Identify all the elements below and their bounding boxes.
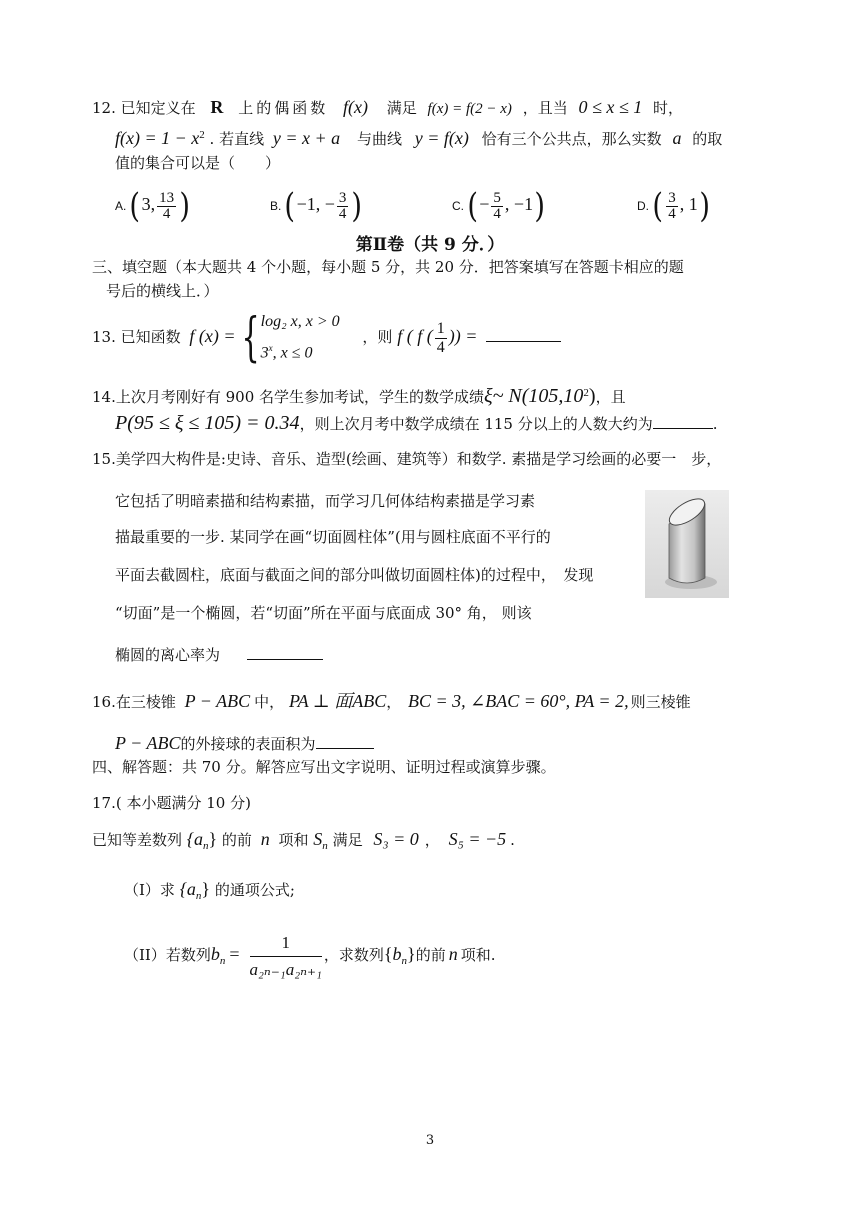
q16-line2 bbox=[115, 730, 374, 756]
frac-num: 1 bbox=[436, 319, 445, 337]
math-s3: S₃ = 0 bbox=[373, 829, 419, 849]
math-fx: f (x) = bbox=[189, 326, 236, 346]
q16-text: 则三棱锥 bbox=[630, 693, 691, 711]
math-condition: f(x) = f(2 − x) bbox=[427, 101, 512, 117]
q12-text: 满足 bbox=[386, 99, 417, 117]
section4-instructions: 四、解答题：共 70 分。解答应写出文字说明、证明过程或演算步骤。 bbox=[92, 758, 556, 776]
math-eq: = bbox=[229, 944, 240, 964]
q15-line2: 它包括了明暗素描和结构素描，而学习几何体结构素描是学习素 bbox=[115, 492, 536, 510]
q14-line1 bbox=[92, 378, 626, 408]
frac-den: 4 bbox=[493, 205, 501, 222]
q17-text: （I）求 bbox=[124, 881, 175, 899]
frac-den: 4 bbox=[162, 205, 171, 222]
q13-text: ，则 bbox=[362, 328, 393, 346]
math-distribution: ξ~ N(105,10 bbox=[484, 385, 584, 407]
option-label: D. bbox=[637, 199, 649, 213]
q15-line1: 15.美学四大构件是:史诗、音乐、造型(绘画、建筑等）和数学. 素描是学习绘画的必要一 步， bbox=[92, 450, 722, 468]
math-bn: b bbox=[392, 944, 402, 964]
q12-text: 上的偶函数 bbox=[238, 99, 329, 117]
math-ff: f ( f ( bbox=[397, 326, 433, 346]
q12-text: 时， bbox=[653, 99, 684, 117]
q17-text: ，求数列 bbox=[323, 946, 384, 964]
math-close: ) bbox=[588, 385, 596, 407]
cut-cylinder-sketch bbox=[645, 490, 729, 598]
q17-text: （II）若数列 bbox=[124, 946, 211, 964]
frac-num: 5 bbox=[493, 189, 501, 206]
math-bn: b bbox=[210, 944, 220, 964]
option-value: , −1 bbox=[504, 194, 534, 214]
math-probability: P(95 ≤ ξ ≤ 105) = 0.34 bbox=[115, 412, 300, 434]
frac-den: a₂ₙ₋₁a₂ₙ₊₁ bbox=[249, 959, 322, 979]
option-c[interactable]: C.(− $\frac{5}{4}$ , −1) bbox=[452, 186, 546, 226]
case2 bbox=[261, 335, 340, 366]
option-a[interactable]: A.(3, $\frac{13}{4}$ ) bbox=[115, 186, 191, 226]
case2-rest: , x ≤ 0 bbox=[272, 344, 313, 362]
option-value: 3, bbox=[141, 194, 156, 214]
math-sub: n bbox=[195, 890, 202, 902]
math-fx-def: f(x) = 1 − x bbox=[115, 128, 200, 148]
q15-line4: 平面去截圆柱，底面与截面之间的部分叫做切面圆柱体)的过程中， 发现 bbox=[115, 566, 594, 584]
q16-text: 中， bbox=[254, 693, 285, 711]
q17-text: 已知等差数列 bbox=[92, 831, 183, 849]
math-a: a bbox=[672, 128, 682, 148]
math-sn: S bbox=[313, 829, 323, 849]
section3-instructions-line1: 三、填空题（本大题共 4 个小题，每小题 5 分，共 20 分．把答案填写在答题卡相应的题 bbox=[92, 258, 684, 276]
q13: 13. 已知函数 f (x) = { log₂ x, x > 0 3$^x$, x ≤ 0 ，则 f ( f ( $\frac{1}{4}$ )) = bbox=[92, 308, 561, 364]
math-given: BC = 3, ∠BAC = 60°, PA = 2, bbox=[408, 691, 629, 711]
q12-text: 与曲线 bbox=[356, 130, 402, 148]
math-n: n bbox=[448, 944, 458, 964]
frac-num: 3 bbox=[668, 189, 676, 206]
math-an: {a bbox=[186, 829, 203, 849]
q17-text: . bbox=[510, 831, 515, 849]
case2-exp: x bbox=[268, 343, 273, 354]
math-sup: 2 bbox=[199, 129, 205, 141]
answer-blank[interactable] bbox=[247, 645, 323, 660]
q16-line1 bbox=[92, 688, 691, 714]
q12-text: 恰有三个公共点，那么实数 bbox=[481, 130, 662, 148]
math-curve: y = f(x) bbox=[414, 128, 469, 148]
frac-num: 1 bbox=[250, 930, 322, 957]
answer-blank[interactable] bbox=[316, 734, 374, 749]
option-label: C. bbox=[452, 199, 464, 213]
q16-text: 的外接球的表面积为 bbox=[180, 735, 316, 753]
q12-line2 bbox=[115, 124, 722, 150]
math-pabc: P − ABC bbox=[184, 691, 251, 711]
math-sub: n bbox=[203, 840, 209, 852]
math-close: )) = bbox=[448, 326, 478, 346]
q14-text: 14.上次月考刚好有 900 名学生参加考试，学生的数学成绩 bbox=[92, 388, 485, 406]
q17-part2: （II）若数列$b_n$ = $\frac{1}{\text{a₂ₙ₋₁a₂ₙ₊₁}}$ ，求数列$\{b_n\}$的前 n 项和. bbox=[124, 926, 495, 982]
math-pabc: P − ABC bbox=[115, 733, 181, 753]
q17-text: 项和 bbox=[278, 831, 309, 849]
case2-base: 3 bbox=[260, 344, 269, 362]
q12-text: 的取 bbox=[692, 130, 723, 148]
math-fx: f(x) bbox=[342, 97, 368, 117]
q12-text: . 若直线 bbox=[209, 130, 265, 148]
q16-text: ， bbox=[386, 693, 402, 711]
option-label: A. bbox=[115, 199, 127, 213]
answer-blank[interactable] bbox=[653, 414, 713, 429]
option-label: B. bbox=[270, 199, 282, 213]
option-d[interactable]: D.( $\frac{3}{4}$ , 1) bbox=[637, 186, 710, 226]
piecewise bbox=[261, 309, 340, 366]
q14-text: ，且 bbox=[595, 388, 626, 406]
frac-den: 4 bbox=[668, 205, 676, 222]
q14-text: ，则上次月考中数学成绩在 115 分以上的人数大约为 bbox=[299, 415, 653, 433]
q17-header: 17.( 本小题满分 10 分) bbox=[92, 794, 251, 812]
math-sub: n bbox=[401, 955, 408, 967]
q15-line3: 描最重要的一步. 某同学在画“切面圆柱体”(用与圆柱底面不平行的 bbox=[115, 528, 551, 546]
q17-text: 满足 bbox=[332, 831, 363, 849]
q17-text: 的前 bbox=[415, 946, 446, 964]
option-value: , 1 bbox=[679, 194, 698, 214]
q17-text: 的前 bbox=[221, 831, 252, 849]
q14-end: . bbox=[712, 415, 718, 433]
math-perpendicular: PA ⊥ 面ABC bbox=[288, 691, 387, 711]
math-close: } bbox=[208, 829, 218, 849]
option-value: −1, − bbox=[296, 194, 335, 214]
q17-text: 的通项公式; bbox=[214, 881, 295, 899]
q12-text: ，且当 bbox=[522, 99, 568, 117]
frac-num: 13 bbox=[159, 189, 175, 206]
q14-line2 bbox=[115, 408, 718, 438]
set-R: R bbox=[210, 97, 224, 117]
math-s5: S₅ = −5 bbox=[448, 829, 507, 849]
answer-blank[interactable] bbox=[486, 327, 561, 342]
option-value: − bbox=[479, 194, 490, 214]
page-number: 3 bbox=[425, 1133, 435, 1148]
math-close: } bbox=[407, 944, 416, 964]
frac-den: 4 bbox=[436, 338, 445, 356]
q15-text: 椭圆的离心率为 bbox=[115, 646, 221, 664]
math-sub: n bbox=[322, 840, 328, 852]
math-an: {a bbox=[179, 879, 196, 899]
math-sup: 2 bbox=[583, 387, 589, 399]
math-line: y = x + a bbox=[272, 128, 341, 148]
q15-line5: “切面”是一个椭圆，若“切面”所在平面与底面成 30° 角， 则该 bbox=[115, 604, 532, 622]
q16-text: 16.在三棱锥 bbox=[92, 693, 176, 711]
math-close: } bbox=[201, 879, 211, 899]
math-fraction bbox=[250, 930, 322, 983]
q12-text: 12. 已知定义在 bbox=[92, 99, 196, 117]
q15-line6 bbox=[115, 644, 323, 666]
q13-text: 13. 已知函数 bbox=[92, 328, 181, 346]
math-range: 0 ≤ x ≤ 1 bbox=[578, 97, 643, 117]
part2-title: 第Ⅱ卷（共 9 分．） bbox=[355, 235, 505, 255]
q17-line1 bbox=[92, 826, 515, 852]
q17-text: ， bbox=[424, 831, 440, 849]
q17-text: 项和. bbox=[460, 946, 496, 964]
math-sub: n bbox=[219, 955, 226, 967]
q17-part1 bbox=[124, 876, 295, 902]
frac-num: 3 bbox=[338, 189, 347, 206]
q12-line1 bbox=[92, 96, 683, 120]
option-b[interactable]: B.(−1, − $\frac{3}{4}$ ) bbox=[270, 186, 363, 226]
math-n: n bbox=[260, 829, 270, 849]
section3-instructions-line2: 号后的横线上．） bbox=[106, 282, 219, 300]
q12-line3: 值的集合可以是（ ） bbox=[115, 154, 281, 172]
case1: log₂ x, x > 0 bbox=[260, 313, 340, 331]
frac-den: 4 bbox=[338, 205, 347, 222]
